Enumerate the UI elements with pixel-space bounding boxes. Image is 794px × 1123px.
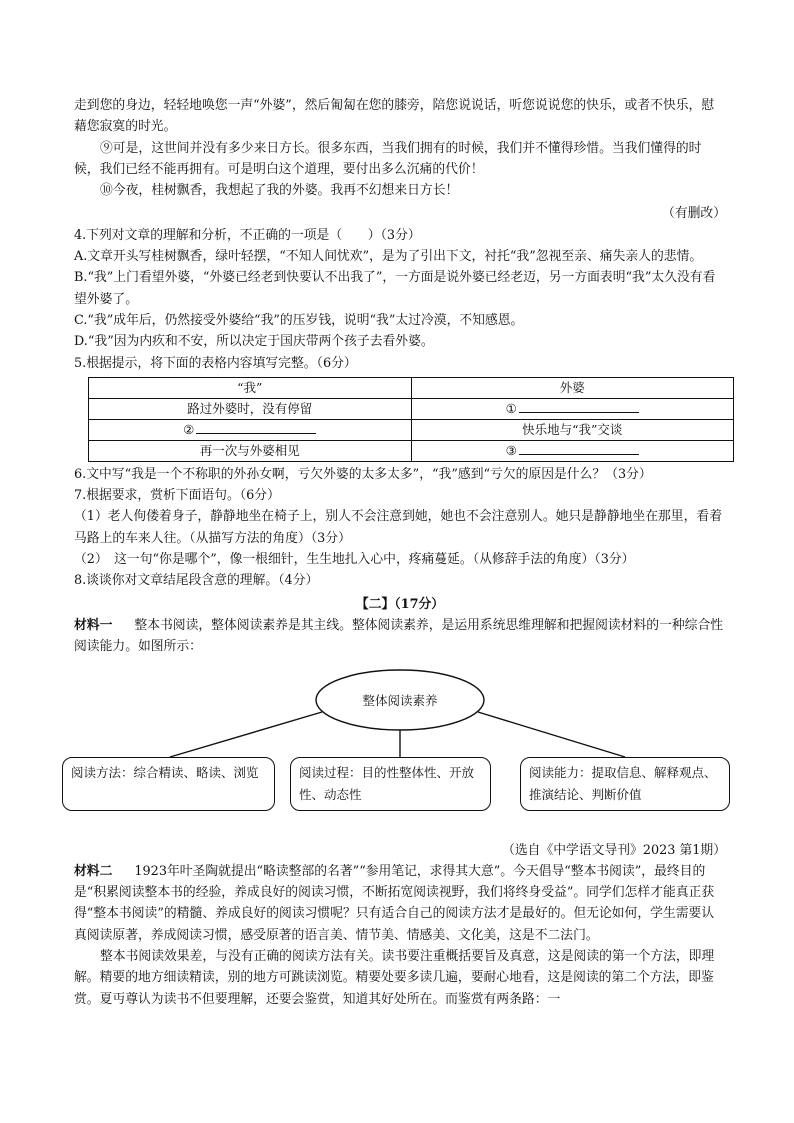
question-7-stem: 7.根据要求，赏析下面语句。（6分） [74,488,280,504]
table-cell-blank[interactable] [411,398,734,419]
reading-method-box: 阅读方法：综合精读、略读、浏览 [62,757,275,811]
material-2-paragraph-2: 整本书阅读效果差，与没有正确的阅读方法有关。读书要注重概括要旨及真意，这是阅读的第一个方法，即理解。精要的地方细读精读，别的地方可跳读浏览。精要处要多读几遍，要耐心地看，这是阅读的第二个方法，即鉴赏。夏丏尊认为读书不但要理解，还要会鉴赏，知道其好处所在。而鉴赏有两条路：一 [74,949,715,1007]
question-4-option-b: B.“我”上门看望外婆，“外婆已经老到快要认不出我了”，一方面是说外婆已经老迈，另一方面表明“我”太久没有看望外婆了。 [74,270,716,307]
question-5-stem: 5.根据提示，将下面的表格内容填写完整。（6分） [74,355,357,371]
table-cell-blank[interactable] [411,440,734,461]
connector-line-left [170,712,322,757]
material-1-label: 材料一 [74,617,113,633]
question-6: 6.文中写“我是一个不称职的外孙女啊，亏欠外婆的太多太多”，“我”感到“亏欠的原因是什么？（3分） [74,466,652,482]
table-row [89,440,734,461]
table-cell-blank[interactable] [89,419,412,440]
answer-blank[interactable] [519,399,639,413]
passage-continuation: 走到您的身边，轻轻地唤您一声“外婆”，然后匍匐在您的膝旁，陪您说说话，听您说说您的快乐，或者不快乐，慰藉您寂寞的时光。 [74,98,715,135]
question-8: 8.谈谈你对文章结尾段含意的理解。（4分） [74,573,319,589]
question-4-option-d: D.“我”因为内疚和不安，所以决定于国庆带两个孩子去看外婆。 [74,334,434,350]
table-row [89,398,734,419]
section-2-title: 【二】（17分） [355,596,445,612]
blank-number: ② [183,422,195,438]
reading-process-box: 阅读过程：目的性整体性、开放性、动态性 [290,757,491,811]
passage-paragraph-10: ⑩今夜，桂树飘香，我想起了我的外婆。我再不幻想来日方长！ [100,183,459,199]
center-node-label: 整体阅读素养 [362,692,438,708]
source-note: （有删改） [662,206,726,222]
blank-number: ① [505,401,517,417]
material-2-label: 材料二 [74,863,113,879]
table-cell: 快乐地与“我”交谈 [411,419,734,440]
table-row [89,377,734,398]
question-4-option-a: A.文章开头写桂树飘香，绿叶轻摆，“不知人间忧欢”，是为了引出下文，衬托“我”忽视至亲、痛失亲人的悲情。 [74,249,703,265]
material-2-paragraph-1 [74,861,726,946]
answer-blank[interactable] [519,441,639,455]
table-header-grandma: 外婆 [411,377,734,398]
answer-blank[interactable] [196,420,316,434]
question-7-sentence-2: （2） 这一句“你是哪个”，像一根细针，生生地扎入心中，疼痛蔓延。（从修辞手法的角度）（3分） [74,552,635,568]
diagram-lines [74,662,726,840]
connector-line-right [478,712,625,757]
page-content [71,95,726,1010]
material-1-text: 整本书阅读，整体阅读素养是其主线。整体阅读素养，是运用系统思维理解和把握阅读材料的一种综合性阅读能力。如图所示： [74,617,724,655]
table-header-me: “我” [89,377,412,398]
question-4-stem: 4.下列对文章的理解和分析，不正确的一项是（ ）（3分） [74,227,421,243]
material-1-source: （选自《中学语文导刊》2023 第1期） [502,842,726,858]
material-1 [74,615,726,658]
passage-paragraph-9: ⑨可是，这世间并没有多少来日方长。很多东西，当我们拥有的时候，我们并不懂得珍惜。当我们懂得的时候，我们已经不能再拥有。可是明白这个道理，要付出多么沉痛的代价！ [74,140,702,177]
question-7-sentence-1: （1）老人佝偻着身子，静静地坐在椅子上，别人不会注意到她，她也不会注意别人。她只是静静地坐在那里，看着马路上的车来人往。（从描写方法的角度）（3分） [74,509,722,546]
question-4-option-c: C.“我”成年后，仍然接受外婆给“我”的压岁钱，说明“我”太过冷漠，不知感恩。 [74,312,524,328]
material-2-text: 1923年叶圣陶就提出“略读整部的名著”“参用笔记，求得其大意”。今天倡导“整本书阅读”，最终目的是“积累阅读整本书的经验，养成良好的阅读习惯，不断拓宽阅读视野，我们将终身受益”。同学们怎样才能真正获得“整本书阅读”的精髓、养成良好的阅读习惯呢？只有适合自己的阅读方法才是最好的。但无论如何，学生需要认真阅读原著，养成阅读习惯，感受原著的语言美、情节美、情感美、文化美，这是不二法门。 [74,863,715,943]
table-cell: 路过外婆时，没有停留 [89,398,412,419]
reading-literacy-diagram [71,662,726,840]
reading-ability-box: 阅读能力：提取信息、解释观点、推演结论、判断价值 [520,757,730,811]
question-5-table [88,377,734,462]
table-cell: 再一次与外婆相见 [89,440,412,461]
blank-number: ③ [505,443,517,459]
table-row [89,419,734,440]
